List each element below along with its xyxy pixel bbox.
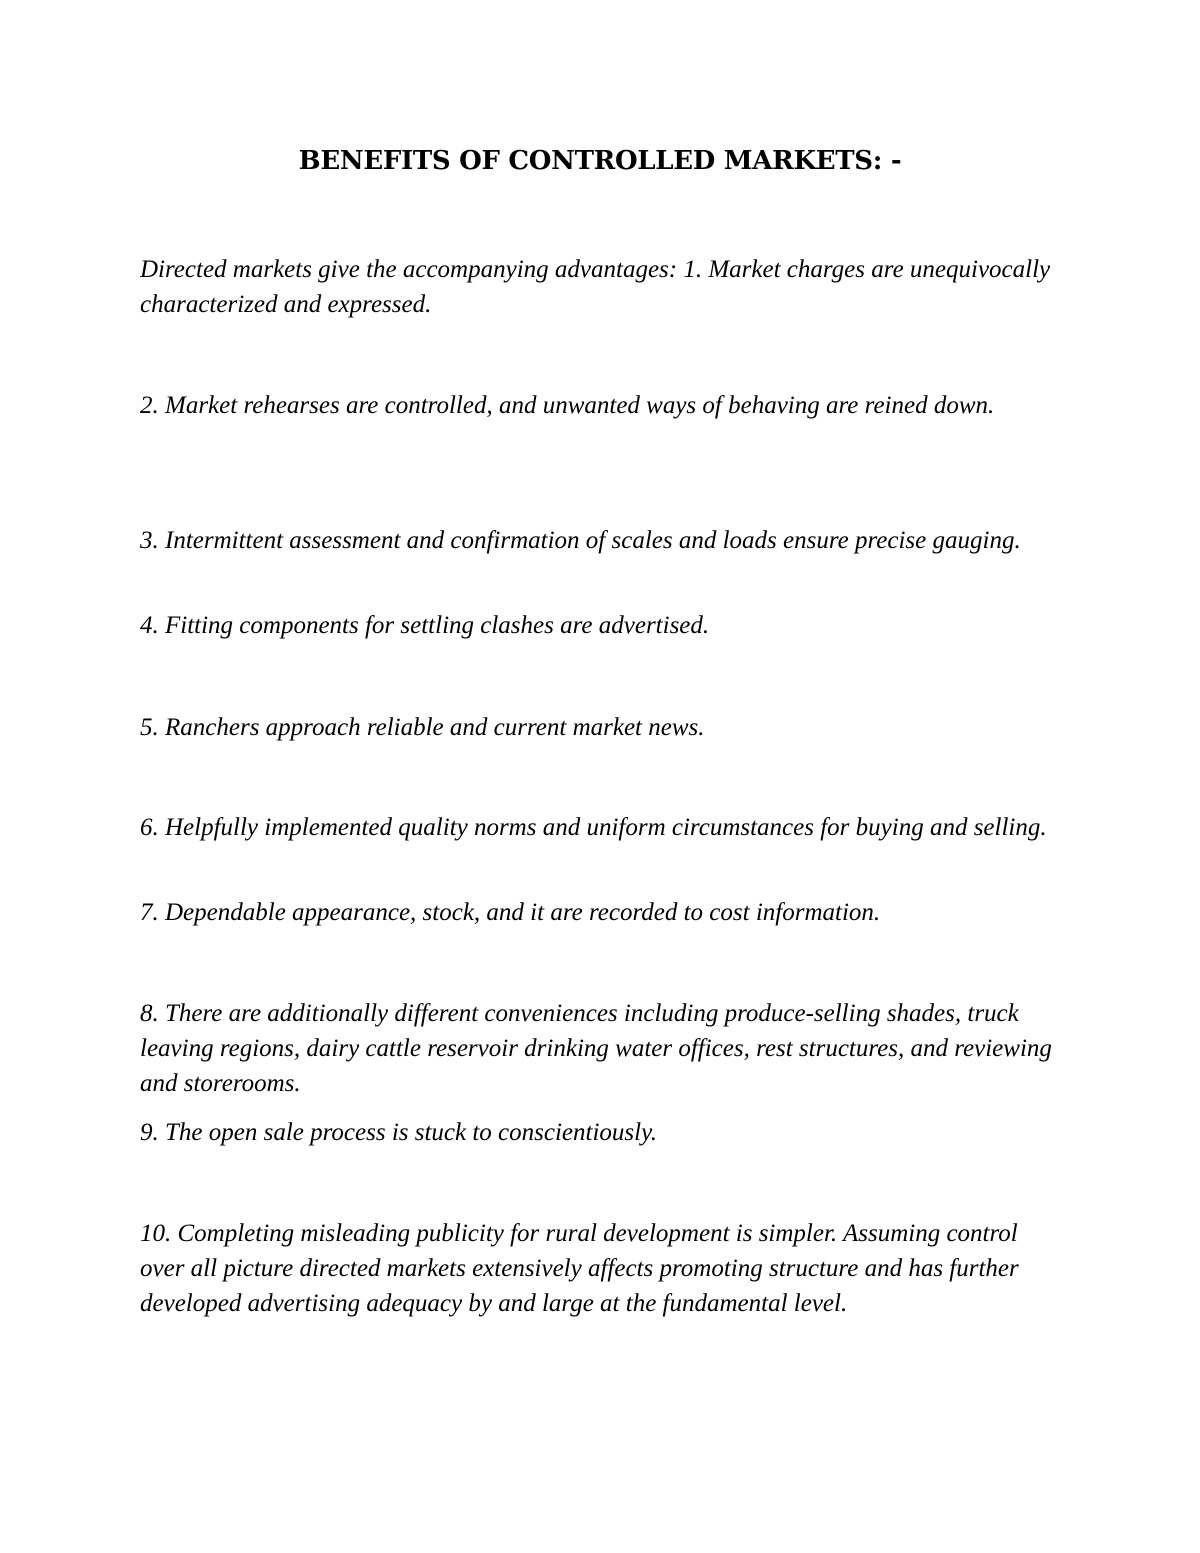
- paragraph-intro: Directed markets give the accompanying advantages: 1. Market charges are unequivocally characterized and expressed.: [140, 256, 1051, 318]
- paragraph-item-9: 9. The open sale process is stuck to conscientiously.: [140, 1119, 658, 1146]
- paragraph-item-8: 8. There are additionally different conveniences including produce-selling shades, truck leaving regions, dairy cattle reservoir drinking water offices, rest structures, and reviewing and storerooms.: [140, 1000, 1052, 1097]
- paragraph-item-2: 2. Market rehearses are controlled, and unwanted ways of behaving are reined down.: [140, 392, 995, 419]
- paragraph-item-5: 5. Ranchers approach reliable and current market news.: [140, 714, 705, 741]
- paragraph-item-10: 10. Completing misleading publicity for rural development is simpler. Assuming control over all picture directed markets extensively affects promoting structure and has further developed advertising adequacy by and large at the fundamental level.: [140, 1220, 1019, 1317]
- paragraph-item-6: 6. Helpfully implemented quality norms and uniform circumstances for buying and selling.: [140, 814, 1047, 841]
- paragraph-item-3: 3. Intermittent assessment and confirmation of scales and loads ensure precise gauging.: [140, 527, 1021, 554]
- document-title: BENEFITS OF CONTROLLED MARKETS: -: [298, 146, 902, 176]
- paragraph-item-7: 7. Dependable appearance, stock, and it are recorded to cost information.: [140, 899, 881, 926]
- paragraph-item-4: 4. Fitting components for settling clashes are advertised.: [140, 612, 710, 639]
